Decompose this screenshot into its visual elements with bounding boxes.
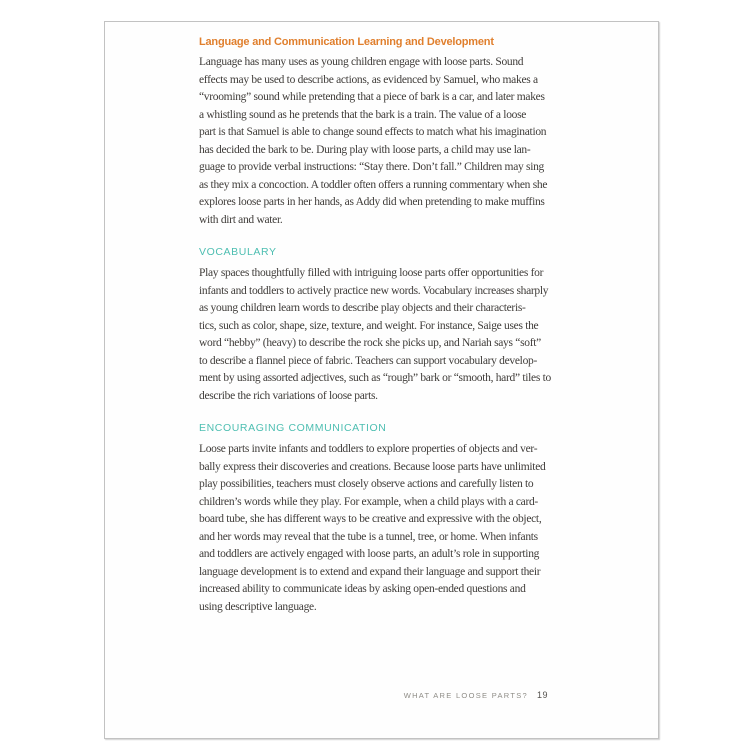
text-line: a whistling sound as he pretends that the bark is a train. The value of a loose — [199, 108, 527, 121]
text-line: part is that Samuel is able to change sound effects to match what his imagination — [199, 126, 547, 138]
text-line: tics, such as color, shape, size, texture, and weight. For instance, Saige uses the — [199, 319, 539, 332]
text-line: increased ability to communicate ideas by asking open-ended questions and — [199, 583, 526, 595]
intro-paragraph — [199, 54, 614, 229]
text-line: children’s words while they play. For example, when a child plays with a card- — [199, 495, 538, 508]
subheading-encouraging-communication: ENCOURAGING COMMUNICATION — [199, 422, 387, 434]
text-line: using descriptive language. — [199, 600, 317, 613]
section-heading: Language and Communication Learning and Development — [199, 36, 494, 48]
text-line: has decided the bark to be. During play with loose parts, a child may use lan- — [199, 143, 531, 156]
text-line: ment by using assorted adjectives, such as “rough” bark or “smooth, hard” tiles to — [199, 372, 551, 384]
text-line: and toddlers are actively engaged with loose parts, an adult’s role in supporting — [199, 548, 540, 560]
encouraging-communication-paragraph — [199, 441, 614, 616]
text-line: Play spaces thoughtfully filled with intriguing loose parts offer opportunities for — [199, 267, 544, 279]
text-line: “vrooming” sound while pretending that a piece of bark is a car, and later makes — [199, 91, 545, 103]
text-line: bally express their discoveries and creations. Because loose parts have unlimited — [199, 460, 546, 473]
text-line: Loose parts invite infants and toddlers to explore properties of objects and ver- — [199, 443, 538, 455]
text-line: Language has many uses as young children engage with loose parts. Sound — [199, 56, 524, 68]
text-line: to describe a flannel piece of fabric. Teachers can support vocabulary develop- — [199, 354, 538, 367]
text-line: as young children learn words to describe play objects and their characteris- — [199, 302, 526, 314]
book-page — [104, 21, 659, 739]
text-line: explores loose parts in her hands, as Addy did when pretending to make muffins — [199, 196, 545, 208]
text-line: play possibilities, teachers must closely observe actions and carefully listen to — [199, 478, 534, 490]
page-footer — [404, 690, 548, 700]
footer-running-title: WHAT ARE LOOSE PARTS? — [403, 691, 528, 700]
page-content — [105, 22, 658, 616]
text-line: describe the rich variations of loose parts. — [199, 389, 378, 402]
text-line: infants and toddlers to actively practice new words. Vocabulary increases sharply — [199, 284, 549, 297]
text-line: language development is to extend and expand their language and support their — [199, 565, 541, 578]
text-line: word “hebby” (heavy) to describe the rock she picks up, and Nariah says “soft” — [199, 337, 541, 349]
subheading-vocabulary: VOCABULARY — [199, 246, 277, 258]
vocabulary-paragraph — [199, 265, 614, 405]
text-line: board tube, she has different ways to be creative and expressive with the object, — [199, 513, 542, 525]
page-number: 19 — [536, 690, 548, 700]
text-line: and her words may reveal that the tube is a tunnel, tree, or home. When infants — [199, 530, 538, 543]
text-line: with dirt and water. — [199, 213, 283, 226]
text-line: effects may be used to describe actions, as evidenced by Samuel, who makes a — [199, 73, 538, 86]
text-line: guage to provide verbal instructions: “Stay there. Don’t fall.” Children may sing — [199, 161, 544, 173]
text-line: as they mix a concoction. A toddler often offers a running commentary when she — [199, 178, 548, 191]
